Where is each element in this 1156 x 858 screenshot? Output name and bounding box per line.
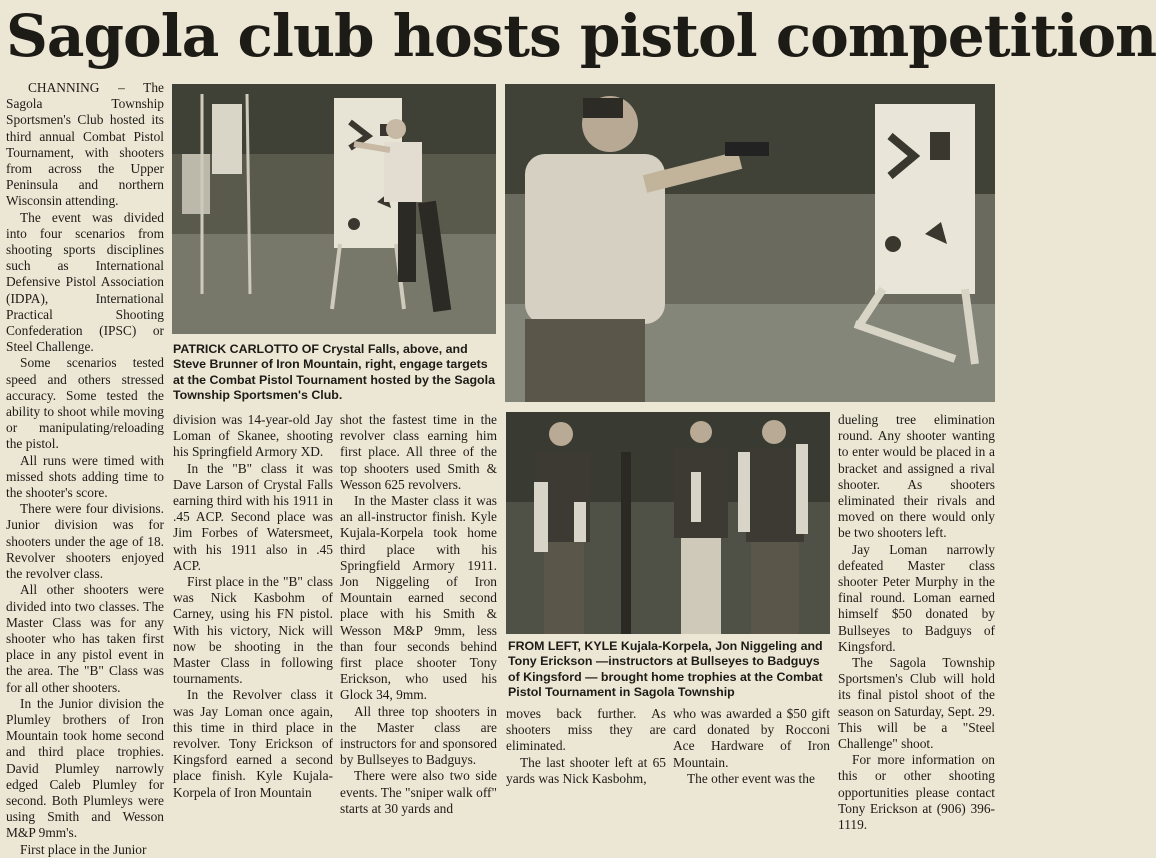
paragraph: division was 14-year-old Jay Loman of Skanee, shooting his Springfield Armory XD.	[173, 412, 333, 460]
paragraph: All other shooters were divided into two classes. The Master Class was for any shooter who has taken first place in any pistol event in the area. The "B" Class was for all other shooters.	[6, 582, 164, 695]
paragraph: moves back further. As shooters miss they are eliminated.	[506, 706, 666, 754]
paragraph: shot the fastest time in the revolver class earning him first place. All three of the top shooters used Smith & Wesson 625 revolvers.	[340, 412, 497, 492]
shooter-closeup-photo	[505, 84, 995, 402]
headline: Sagola club hosts pistol competition	[6, 2, 1156, 70]
paragraph: dueling tree elimination round. Any shooter wanting to enter would be placed in a bracket and assigned a rival shooter. As shooters eliminated their rivals and moved on there would only be two shooters left.	[838, 412, 995, 541]
article-column-6	[838, 412, 995, 833]
paragraph: First place in the "B" class was Nick Kasbohm of Carney, using his FN pistol. With his victory, Nick will now be shooting in the Master Class in following tournaments.	[173, 574, 333, 687]
caption-text: PATRICK CARLOTTO OF Crystal Falls, above, and Steve Brunner of Iron Mountain, right, engage targets at the Combat Pistol Tournament hosted by the Sagola Township Sportsmen's Club.	[173, 342, 495, 403]
article-column-5	[673, 706, 830, 787]
paragraph: There were four divisions. Junior division was for shooters under the age of 18. Revolver shooters enjoyed the revolver class.	[6, 501, 164, 582]
paragraph: In the Master class it was an all-instructor finish. Kyle Kujala-Korpela took home third place with his Springfield Armory 1911. Jon Niggeling of Iron Mountain earned second place with his Smith & Wesson M&P 9mm, less than four seconds behind first place shooter Tony Erickson, who used his Glock 34, 9mm.	[340, 493, 497, 703]
paragraph: First place in the Junior	[20, 841, 147, 857]
paragraph: The last shooter left at 65 yards was Nick Kasbohm,	[506, 754, 666, 786]
paragraph: The Sagola Township Sportsmen's Club will hold its final pistol shoot of the season on Saturday, Sept. 29. This will be a "Steel Challenge" shoot.	[838, 655, 995, 752]
paragraph: who was awarded a $50 gift card donated by Rocconi Ace Hardware of Iron Mountain.	[673, 706, 830, 770]
paragraph: The event was divided into four scenarios from shooting sports disciplines such as International Defensive Pistol Association (IDPA), International Practical Shooting Confederation (IPSC) or Steel Challenge.	[6, 209, 164, 355]
paragraph: All runs were timed with missed shots adding time to the shooter's score.	[6, 452, 164, 501]
shooter-photo	[172, 84, 496, 334]
paragraph: All three top shooters in the Master class are instructors for and sponsored by Bullseyes to Badguys.	[340, 703, 497, 768]
paragraph: There were also two side events. The "sniper walk off" starts at 30 yards and	[340, 768, 497, 816]
paragraph: Jay Loman narrowly defeated Master class shooter Peter Murphy in the final round. Loman earned himself $50 donated by Bullseyes to Badguys of Kingsford.	[838, 541, 995, 654]
paragraph: The other event was the	[687, 770, 815, 786]
paragraph: CHANNING – The Sagola Township Sportsmen's Club hosted its third annual Combat Pistol Tournament, with shooters from across the Upper Peninsula and northern Wisconsin attending.	[6, 80, 164, 209]
caption-text: FROM LEFT, KYLE Kujala-Korpela, Jon Niggeling and Tony Erickson —instructors at Bullseyes to Badguys of Kingsford — brought home trophies at the Combat Pistol Tournament in Sagola Township	[508, 639, 823, 700]
article-column-3	[340, 412, 497, 817]
bottom-photo-caption	[508, 639, 830, 701]
paragraph: In the Revolver class it was Jay Loman once again, this time in third place in revolver. Tony Erickson of Kingsford earned a second place finish. Kyle Kujala-Korpela of Iron Mountain	[173, 687, 333, 800]
paragraph: In the Junior division the Plumley brothers of Iron Mountain took home second and third place trophies. David Plumley narrowly edged Caleb Plumley for second. Both Plumleys were using Smith and Wesson M&P 9mm's.	[6, 695, 164, 841]
top-photo-caption	[173, 342, 496, 404]
paragraph: For more information on this or other shooting opportunities please contact Tony Erickson at (906) 396-1119.	[838, 752, 995, 833]
article-column-2	[173, 412, 333, 801]
article-column-4	[506, 706, 666, 787]
paragraph: In the "B" class it was Dave Larson of Crystal Falls earning third with his 1911 in .45 ACP. Second place was Jim Forbes of Watersmeet, with his 1911 also in .45 ACP.	[173, 460, 333, 573]
article-column-1	[6, 80, 164, 858]
trophy-winners-photo	[506, 412, 830, 634]
paragraph: Some scenarios tested speed and others stressed accuracy. Some tested the ability to shoot while moving or manipulating/reloading the pistol.	[6, 355, 164, 452]
